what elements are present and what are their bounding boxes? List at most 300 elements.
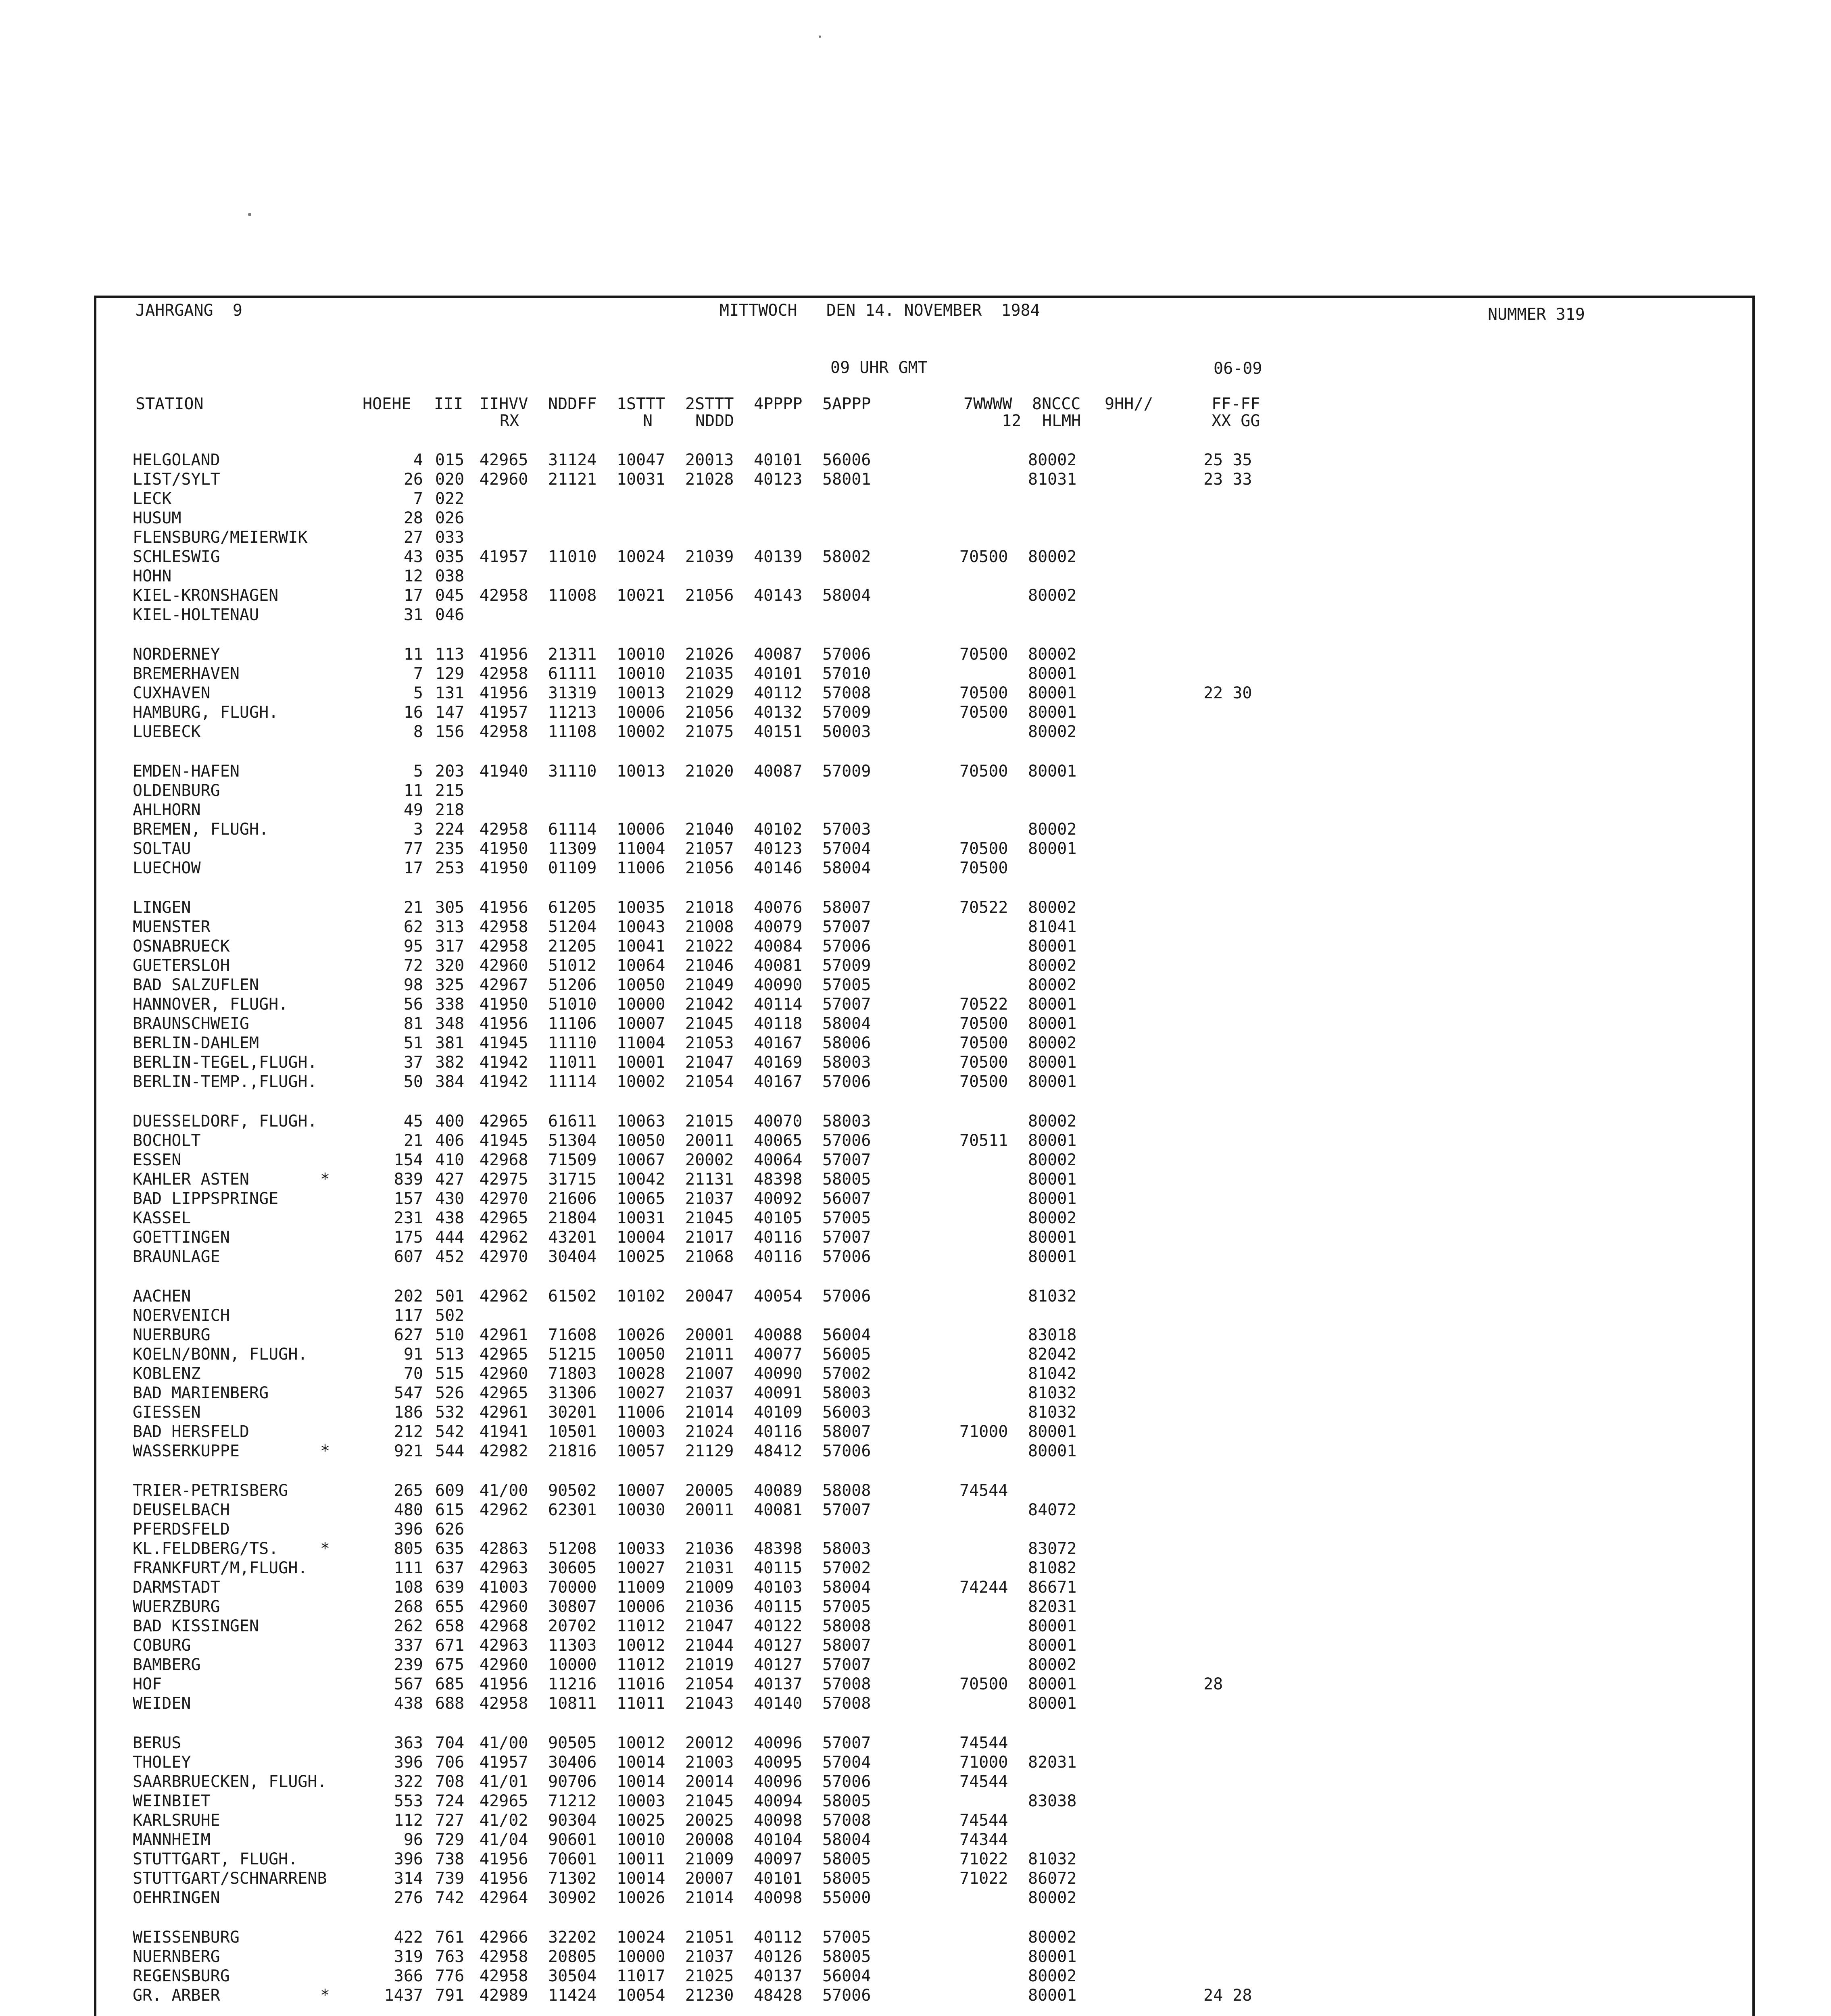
wwww7-value: 70500 — [959, 1014, 1008, 1033]
station-name: GOETTINGEN — [133, 1228, 230, 1247]
nccc8-value: 84072 — [1028, 1501, 1077, 1519]
iihvv-value: 42958 — [480, 918, 528, 936]
sttt1-value: 11016 — [617, 1675, 665, 1693]
nccc8-value: 81042 — [1028, 1364, 1077, 1383]
appp5-value: 57003 — [822, 820, 871, 839]
table-row — [96, 898, 1752, 917]
iii-value: 727 — [435, 1811, 465, 1830]
station-name: LECK — [133, 489, 172, 508]
sttt1-value: 10014 — [617, 1753, 665, 1772]
iihvv-value: 42958 — [480, 723, 528, 741]
appp5-value: 57006 — [822, 1248, 871, 1266]
pppp4-value: 40127 — [754, 1656, 803, 1674]
nddff-value: 51215 — [548, 1345, 597, 1364]
nddff-value: 11114 — [548, 1073, 597, 1091]
station-name: BAD MARIENBERG — [133, 1384, 269, 1402]
appp5-value: 57007 — [822, 918, 871, 936]
iii-value: 542 — [435, 1422, 465, 1441]
wwww7-value: 70500 — [959, 762, 1008, 781]
hoehe-value: 7 — [413, 664, 423, 683]
date-label: MITTWOCH DEN 14. NOVEMBER 1984 — [719, 301, 1040, 320]
nccc8-value: 80001 — [1028, 1442, 1077, 1460]
station-name: BERLIN-TEMP.,FLUGH. — [133, 1073, 317, 1091]
sttt1-value: 10050 — [617, 1345, 665, 1364]
station-name: WEIDEN — [133, 1694, 191, 1713]
nccc8-value: 80001 — [1028, 703, 1077, 722]
table-row — [96, 820, 1752, 839]
table-row — [96, 1558, 1752, 1578]
sttt1-value: 10003 — [617, 1792, 665, 1810]
table-row — [96, 1888, 1752, 1908]
nccc8-value: 80001 — [1028, 762, 1077, 781]
sttt2-value: 20047 — [685, 1287, 734, 1306]
station-name: SAARBRUECKEN, FLUGH. — [133, 1772, 327, 1791]
appp5-value: 57009 — [822, 762, 871, 781]
pppp4-value: 40104 — [754, 1831, 803, 1849]
station-table — [96, 298, 1752, 2016]
nddff-value: 51010 — [548, 995, 597, 1014]
table-row — [96, 956, 1752, 975]
col-7wwww-sub: 12 — [1002, 412, 1022, 430]
iihvv-value: 41941 — [480, 1422, 528, 1441]
nccc8-value: 80001 — [1028, 1986, 1077, 2005]
nddff-value: 11008 — [548, 586, 597, 605]
hoehe-value: 81 — [403, 1014, 423, 1033]
iihvv-value: 42965 — [480, 451, 528, 469]
sttt1-value: 10047 — [617, 451, 665, 469]
sttt2-value: 21049 — [685, 976, 734, 994]
nccc8-value: 81032 — [1028, 1287, 1077, 1306]
iihvv-value: 41957 — [480, 548, 528, 566]
sttt1-value: 10024 — [617, 548, 665, 566]
iii-value: 515 — [435, 1364, 465, 1383]
hoehe-value: 3 — [413, 820, 423, 839]
pppp4-value: 40101 — [754, 664, 803, 683]
col-iii: III — [434, 395, 463, 413]
iii-value: 685 — [435, 1675, 465, 1693]
station-name: WEINBIET — [133, 1792, 211, 1810]
col-nddff: NDDFF — [548, 395, 597, 413]
station-name: PFERDSFELD — [133, 1520, 230, 1539]
iii-value: 615 — [435, 1501, 465, 1519]
appp5-value: 57007 — [822, 1656, 871, 1674]
iii-value: 348 — [435, 1014, 465, 1033]
sttt1-value: 10033 — [617, 1539, 665, 1558]
table-row — [96, 937, 1752, 956]
station-name: BERLIN-DAHLEM — [133, 1034, 259, 1052]
pppp4-value: 40127 — [754, 1636, 803, 1655]
iii-value: 724 — [435, 1792, 465, 1810]
station-name: THOLEY — [133, 1753, 191, 1772]
pppp4-value: 40114 — [754, 995, 803, 1014]
pppp4-value: 40079 — [754, 918, 803, 936]
nccc8-value: 81031 — [1028, 470, 1077, 489]
table-row — [96, 703, 1752, 722]
appp5-value: 56004 — [822, 1967, 871, 1985]
iii-value: 427 — [435, 1170, 465, 1189]
wwww7-value: 70500 — [959, 1675, 1008, 1693]
table-row — [96, 1053, 1752, 1072]
nddff-value: 61611 — [548, 1112, 597, 1131]
station-name: NUERNBERG — [133, 1947, 220, 1966]
nccc8-value: 83018 — [1028, 1326, 1077, 1344]
iii-value: 729 — [435, 1831, 465, 1849]
iii-value: 609 — [435, 1481, 465, 1500]
nccc8-value: 80002 — [1028, 1034, 1077, 1052]
iihvv-value: 41956 — [480, 645, 528, 664]
sttt2-value: 21075 — [685, 723, 734, 741]
nccc8-value: 80002 — [1028, 1928, 1077, 1947]
nccc8-value: 80002 — [1028, 1209, 1077, 1227]
sttt2-value: 21009 — [685, 1578, 734, 1597]
iii-value: 742 — [435, 1889, 465, 1907]
table-row — [96, 1189, 1752, 1208]
appp5-value: 58004 — [822, 1578, 871, 1597]
sttt1-value: 10000 — [617, 1947, 665, 1966]
iihvv-value: 41003 — [480, 1578, 528, 1597]
station-name: MANNHEIM — [133, 1831, 211, 1849]
appp5-value: 57005 — [822, 976, 871, 994]
station-name: FRANKFURT/M,FLUGH. — [133, 1559, 308, 1577]
table-row — [96, 470, 1752, 489]
ff-value: 22 30 — [1203, 684, 1252, 702]
pppp4-value: 48412 — [754, 1442, 803, 1460]
table-row — [96, 1112, 1752, 1131]
appp5-value: 58002 — [822, 548, 871, 566]
station-name: WASSERKUPPE — [133, 1442, 240, 1460]
wwww7-value: 70500 — [959, 703, 1008, 722]
iihvv-value: 42968 — [480, 1151, 528, 1169]
iii-value: 320 — [435, 956, 465, 975]
appp5-value: 58004 — [822, 1831, 871, 1849]
appp5-value: 57007 — [822, 1734, 871, 1752]
station-name: SOLTAU — [133, 839, 191, 858]
hoehe-value: 51 — [403, 1034, 423, 1052]
iihvv-value: 41956 — [480, 1869, 528, 1888]
hoehe-value: 921 — [394, 1442, 423, 1460]
nccc8-value: 81032 — [1028, 1850, 1077, 1868]
appp5-value: 57004 — [822, 839, 871, 858]
nddff-value: 21121 — [548, 470, 597, 489]
col-5appp: 5APPP — [822, 395, 871, 413]
wwww7-value: 74544 — [959, 1481, 1008, 1500]
station-name: NOERVENICH — [133, 1306, 230, 1325]
report-frame — [94, 296, 1755, 2016]
station-name: KASSEL — [133, 1209, 191, 1227]
appp5-value: 57006 — [822, 1772, 871, 1791]
col-9hh: 9HH// — [1105, 395, 1153, 413]
station-name: BAD HERSFELD — [133, 1422, 249, 1441]
hoehe-value: 157 — [394, 1189, 423, 1208]
nccc8-value: 80002 — [1028, 1656, 1077, 1674]
table-row — [96, 683, 1752, 703]
iii-value: 026 — [435, 509, 465, 527]
nddff-value: 11213 — [548, 703, 597, 722]
sttt2-value: 21068 — [685, 1248, 734, 1266]
iii-value: 224 — [435, 820, 465, 839]
wwww7-value: 70511 — [959, 1131, 1008, 1150]
iihvv-value: 42965 — [480, 1345, 528, 1364]
hoehe-value: 62 — [403, 918, 423, 936]
pppp4-value: 40116 — [754, 1248, 803, 1266]
table-row — [96, 1694, 1752, 1713]
nddff-value: 70601 — [548, 1850, 597, 1868]
iihvv-value: 42967 — [480, 976, 528, 994]
sttt1-value: 10025 — [617, 1811, 665, 1830]
nddff-value: 43201 — [548, 1228, 597, 1247]
sttt1-value: 11017 — [617, 1967, 665, 1985]
sttt2-value: 21051 — [685, 1928, 734, 1947]
table-row — [96, 1287, 1752, 1306]
col-8nccc-sub: HLMH — [1042, 412, 1081, 430]
observation-time: 09 UHR GMT — [830, 358, 928, 377]
appp5-value: 58005 — [822, 1869, 871, 1888]
station-name: FLENSBURG/MEIERWIK — [133, 528, 308, 547]
hoehe-value: 26 — [403, 470, 423, 489]
iihvv-value: 41942 — [480, 1053, 528, 1072]
station-name: KIEL-HOLTENAU — [133, 606, 259, 624]
station-name: BRAUNLAGE — [133, 1248, 220, 1266]
wwww7-value: 70500 — [959, 684, 1008, 702]
iihvv-value: 42965 — [480, 1384, 528, 1402]
iii-value: 020 — [435, 470, 465, 489]
nccc8-value: 81032 — [1028, 1384, 1077, 1402]
station-name: OEHRINGEN — [133, 1889, 220, 1907]
iii-value: 338 — [435, 995, 465, 1014]
sttt1-value: 10007 — [617, 1014, 665, 1033]
nddff-value: 30504 — [548, 1967, 597, 1985]
appp5-value: 58005 — [822, 1170, 871, 1189]
hoehe-value: 154 — [394, 1151, 423, 1169]
table-row — [96, 1422, 1752, 1441]
sttt2-value: 21018 — [685, 898, 734, 917]
iii-value: 761 — [435, 1928, 465, 1947]
sttt1-value: 10031 — [617, 470, 665, 489]
appp5-value: 57006 — [822, 1986, 871, 2005]
sttt1-value: 10002 — [617, 1073, 665, 1091]
hoehe-value: 5 — [413, 684, 423, 702]
iihvv-value: 42970 — [480, 1189, 528, 1208]
iii-value: 430 — [435, 1189, 465, 1208]
appp5-value: 57007 — [822, 1228, 871, 1247]
iihvv-value: 41957 — [480, 703, 528, 722]
appp5-value: 58005 — [822, 1850, 871, 1868]
sttt1-value: 11009 — [617, 1578, 665, 1597]
hoehe-value: 547 — [394, 1384, 423, 1402]
station-name: KL.FELDBERG/TS. — [133, 1539, 279, 1558]
iihvv-value: 41942 — [480, 1073, 528, 1091]
nddff-value: 11011 — [548, 1053, 597, 1072]
nddff-value: 32202 — [548, 1928, 597, 1947]
table-row — [96, 1791, 1752, 1811]
nddff-value: 90304 — [548, 1811, 597, 1830]
station-name: BREMEN, FLUGH. — [133, 820, 269, 839]
pppp4-value: 40064 — [754, 1151, 803, 1169]
appp5-value: 57010 — [822, 664, 871, 683]
table-row — [96, 1986, 1752, 2005]
pppp4-value: 40169 — [754, 1053, 803, 1072]
appp5-value: 56004 — [822, 1326, 871, 1344]
pppp4-value: 40102 — [754, 820, 803, 839]
iihvv-value: 42966 — [480, 1928, 528, 1947]
sttt1-value: 10012 — [617, 1734, 665, 1752]
appp5-value: 58004 — [822, 859, 871, 877]
sttt2-value: 21028 — [685, 470, 734, 489]
iihvv-value: 42958 — [480, 1694, 528, 1713]
nccc8-value: 80002 — [1028, 1889, 1077, 1907]
table-row — [96, 1247, 1752, 1266]
sttt2-value: 21009 — [685, 1850, 734, 1868]
nccc8-value: 80001 — [1028, 1248, 1077, 1266]
pppp4-value: 40146 — [754, 859, 803, 877]
sttt1-value: 10054 — [617, 1986, 665, 2005]
sttt1-value: 10003 — [617, 1422, 665, 1441]
pppp4-value: 40137 — [754, 1967, 803, 1985]
nddff-value: 61205 — [548, 898, 597, 917]
appp5-value: 57009 — [822, 956, 871, 975]
iihvv-value: 42964 — [480, 1889, 528, 1907]
appp5-value: 56007 — [822, 1189, 871, 1208]
pppp4-value: 40090 — [754, 1364, 803, 1383]
nddff-value: 31124 — [548, 451, 597, 469]
table-row — [96, 1849, 1752, 1869]
nccc8-value: 80001 — [1028, 1053, 1077, 1072]
sttt1-value: 10063 — [617, 1112, 665, 1131]
sttt2-value: 21040 — [685, 820, 734, 839]
appp5-value: 50003 — [822, 723, 871, 741]
station-name: BOCHOLT — [133, 1131, 201, 1150]
hoehe-value: 111 — [394, 1559, 423, 1577]
iihvv-value: 41950 — [480, 995, 528, 1014]
iii-value: 501 — [435, 1287, 465, 1306]
pppp4-value: 40101 — [754, 451, 803, 469]
hoehe-value: 553 — [394, 1792, 423, 1810]
table-row — [96, 1655, 1752, 1674]
appp5-value: 57006 — [822, 937, 871, 956]
hoehe-value: 1437 — [384, 1986, 423, 2005]
nddff-value: 30406 — [548, 1753, 597, 1772]
nddff-value: 30201 — [548, 1403, 597, 1422]
hoehe-value: 175 — [394, 1228, 423, 1247]
hoehe-value: 480 — [394, 1501, 423, 1519]
hoehe-value: 108 — [394, 1578, 423, 1597]
station-name: DARMSTADT — [133, 1578, 220, 1597]
sttt1-value: 10030 — [617, 1501, 665, 1519]
table-row — [96, 1014, 1752, 1033]
col-2sttt: 2STTT — [685, 395, 734, 413]
station-name: LUECHOW — [133, 859, 201, 877]
appp5-value: 58004 — [822, 586, 871, 605]
nddff-value: 70000 — [548, 1578, 597, 1597]
nddff-value: 51012 — [548, 956, 597, 975]
iihvv-value: 41945 — [480, 1131, 528, 1150]
pppp4-value: 40112 — [754, 684, 803, 702]
scan-speck — [819, 35, 821, 38]
station-name: BAD LIPPSPRINGE — [133, 1189, 279, 1208]
sttt2-value: 21054 — [685, 1073, 734, 1091]
iii-value: 022 — [435, 489, 465, 508]
nddff-value: 31306 — [548, 1384, 597, 1402]
nddff-value: 11309 — [548, 839, 597, 858]
sttt1-value: 10057 — [617, 1442, 665, 1460]
table-row — [96, 1500, 1752, 1520]
pppp4-value: 40087 — [754, 645, 803, 664]
table-row — [96, 566, 1752, 586]
col-station: STATION — [136, 395, 204, 413]
hoehe-value: 91 — [403, 1345, 423, 1364]
sttt1-value: 10021 — [617, 586, 665, 605]
pppp4-value: 48398 — [754, 1170, 803, 1189]
table-row — [96, 1441, 1752, 1461]
hoehe-value: 839 — [394, 1170, 423, 1189]
appp5-value: 58001 — [822, 470, 871, 489]
hoehe-value: 56 — [403, 995, 423, 1014]
iii-value: 045 — [435, 586, 465, 605]
hoehe-value: 239 — [394, 1656, 423, 1674]
sttt1-value: 10035 — [617, 898, 665, 917]
iihvv-value: 41956 — [480, 1014, 528, 1033]
nccc8-value: 82031 — [1028, 1597, 1077, 1616]
wwww7-value: 71022 — [959, 1850, 1008, 1868]
table-row — [96, 489, 1752, 508]
nddff-value: 30605 — [548, 1559, 597, 1577]
nccc8-value: 83072 — [1028, 1539, 1077, 1558]
appp5-value: 57002 — [822, 1559, 871, 1577]
iihvv-value: 42989 — [480, 1986, 528, 2005]
col-iihvv-sub: RX — [500, 412, 519, 430]
sttt1-value: 11006 — [617, 1403, 665, 1422]
sttt2-value: 21046 — [685, 956, 734, 975]
pppp4-value: 40098 — [754, 1811, 803, 1830]
col-ff-sub: XX GG — [1212, 412, 1260, 430]
hoehe-value: 607 — [394, 1248, 423, 1266]
sttt1-value: 10002 — [617, 723, 665, 741]
nddff-value: 11303 — [548, 1636, 597, 1655]
hoehe-value: 265 — [394, 1481, 423, 1500]
nddff-value: 90706 — [548, 1772, 597, 1791]
hoehe-value: 8 — [413, 723, 423, 741]
nddff-value: 61114 — [548, 820, 597, 839]
hoehe-value: 4 — [413, 451, 423, 469]
hoehe-value: 27 — [403, 528, 423, 547]
appp5-value: 57008 — [822, 1811, 871, 1830]
station-name: NUERBURG — [133, 1326, 211, 1344]
wwww7-value: 71000 — [959, 1422, 1008, 1441]
iii-value: 384 — [435, 1073, 465, 1091]
iihvv-value: 42961 — [480, 1403, 528, 1422]
iii-value: 046 — [435, 606, 465, 624]
sttt2-value: 21024 — [685, 1422, 734, 1441]
station-name: COBURG — [133, 1636, 191, 1655]
nccc8-value: 80001 — [1028, 1014, 1077, 1033]
nddff-value: 71302 — [548, 1869, 597, 1888]
sttt1-value: 10014 — [617, 1772, 665, 1791]
station-name: GIESSEN — [133, 1403, 201, 1422]
wwww7-value: 74344 — [959, 1831, 1008, 1849]
sttt2-value: 21056 — [685, 586, 734, 605]
hoehe-value: 11 — [403, 645, 423, 664]
iii-value: 325 — [435, 976, 465, 994]
hoehe-value: 31 — [403, 606, 423, 624]
nddff-value: 71803 — [548, 1364, 597, 1383]
pppp4-value: 40096 — [754, 1734, 803, 1752]
table-row — [96, 1228, 1752, 1247]
station-name: HOHN — [133, 567, 172, 585]
hoehe-value: 16 — [403, 703, 423, 722]
sttt2-value: 21003 — [685, 1753, 734, 1772]
iihvv-value: 42958 — [480, 820, 528, 839]
nddff-value: 51208 — [548, 1539, 597, 1558]
